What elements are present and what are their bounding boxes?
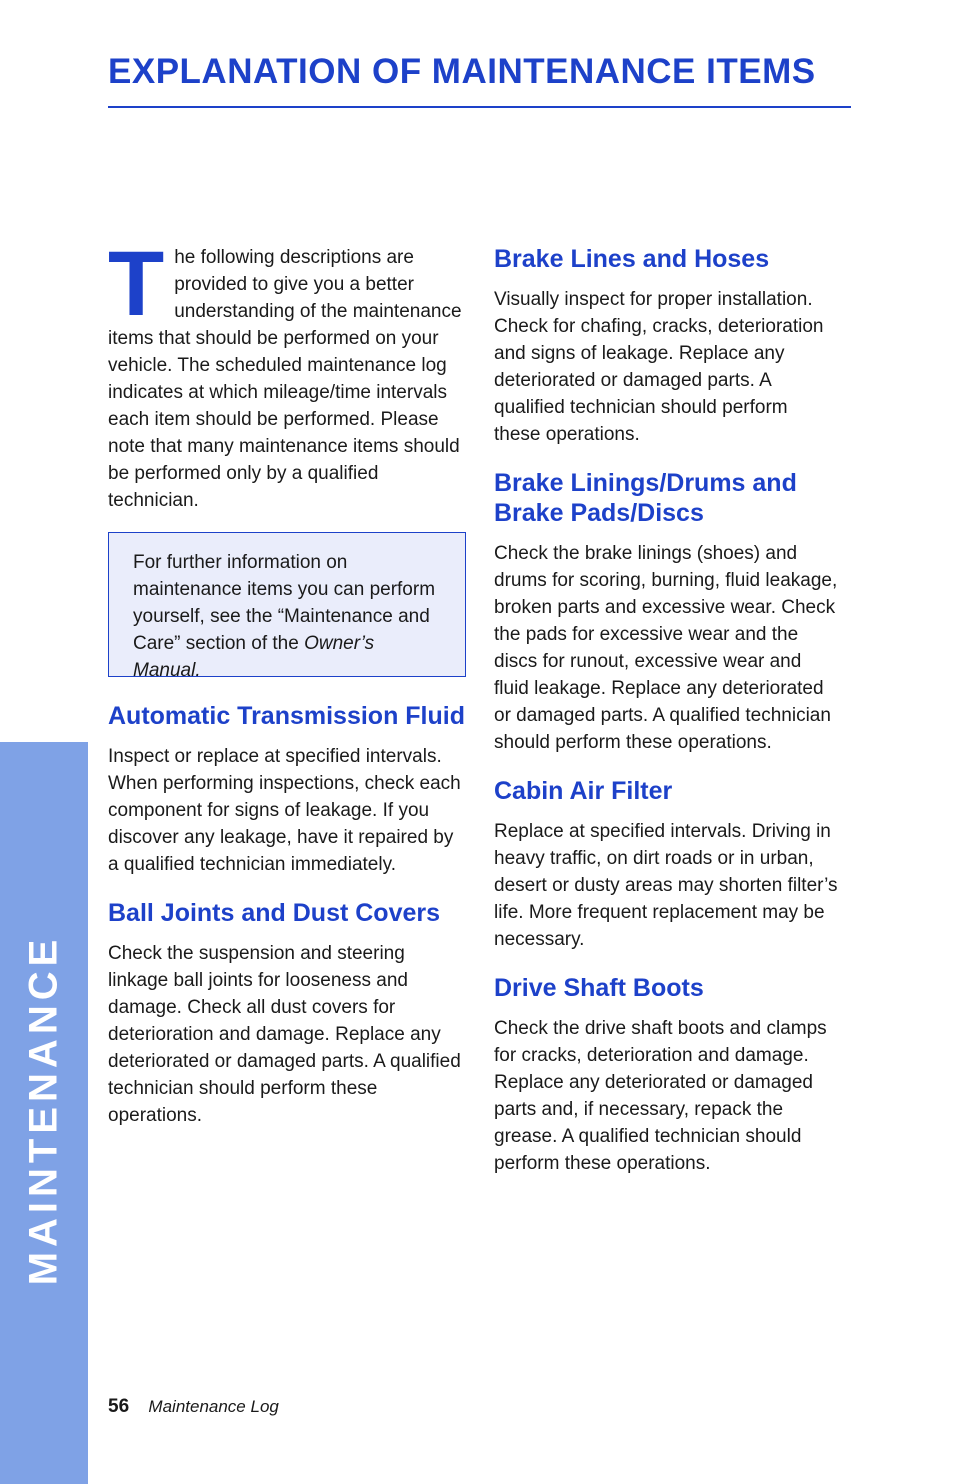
intro-paragraph [108,233,468,514]
section-body: Check the brake linings (shoes) and drums for scoring, burning, fluid leakage, broken parts and excessive wear. Check the pads for excessive wear and the discs for runout, excessive wear and fluid leakage. Replace any deteriorated or damaged parts. A qualified technician should perform these operations. [494,543,838,753]
page-footer [108,1396,279,1418]
note-text: For further information on maintenance items you can perform yourself, see the “Maintenance and Care” section of the [133,552,436,654]
page-title: EXPLANATION OF MAINTENANCE ITEMS [108,52,816,91]
section-tab-label: MAINTENANCE [21,934,66,1286]
footer-label: Maintenance Log [148,1397,279,1416]
section-heading: Automatic Transmission Fluid [108,702,465,730]
section-body: Replace at specified intervals. Driving in heavy traffic, on dirt roads or in urban, desert or dusty areas may shorten filter’s life. More frequent replacement may be necessary. [494,821,838,950]
drop-cap: T [108,233,165,335]
section-heading: Cabin Air Filter [494,777,673,805]
intro-text: he following descriptions are provided to give you a better understanding of the maintenance items that should be performed on your vehicle. The scheduled maintenance log indicates at which mileage/time intervals each item should be performed. Please note that many maintenance items should be performed only by a qualified technician. [108,247,462,511]
page-number: 56 [108,1396,130,1417]
section-heading: Brake Lines and Hoses [494,245,770,273]
section-body: Check the drive shaft boots and clamps for cracks, deterioration and damage. Replace any deteriorated or damaged parts and, if necessary, repack the grease. A qualified technician should perform these operations. [494,1018,827,1174]
section-body: Inspect or replace at specified intervals. When performing inspections, check each component for signs of leakage. If you discover any leakage, have it repaired by a qualified technician immediately. [108,746,461,875]
left-column [108,233,468,1149]
section-heading: Ball Joints and Dust Covers [108,899,441,927]
note-box [108,532,466,681]
right-column [494,244,839,1197]
title-divider [108,106,851,108]
section-body: Check the suspension and steering linkage ball joints for looseness and damage. Check all dust covers for deterioration and damage. Replace any deteriorated or damaged parts. A qualified technician should perform these operations. [108,943,461,1126]
section-body: Visually inspect for proper installation. Check for chafing, cracks, deterioration and signs of leakage. Replace any deteriorated or damaged parts. A qualified technician should perform these operations. [494,289,824,445]
section-heading: Drive Shaft Boots [494,974,704,1002]
note-manual-reference: Owner’s Manual. [133,633,375,681]
section-heading: Brake Linings/Drums and Brake Pads/Discs [494,469,797,527]
